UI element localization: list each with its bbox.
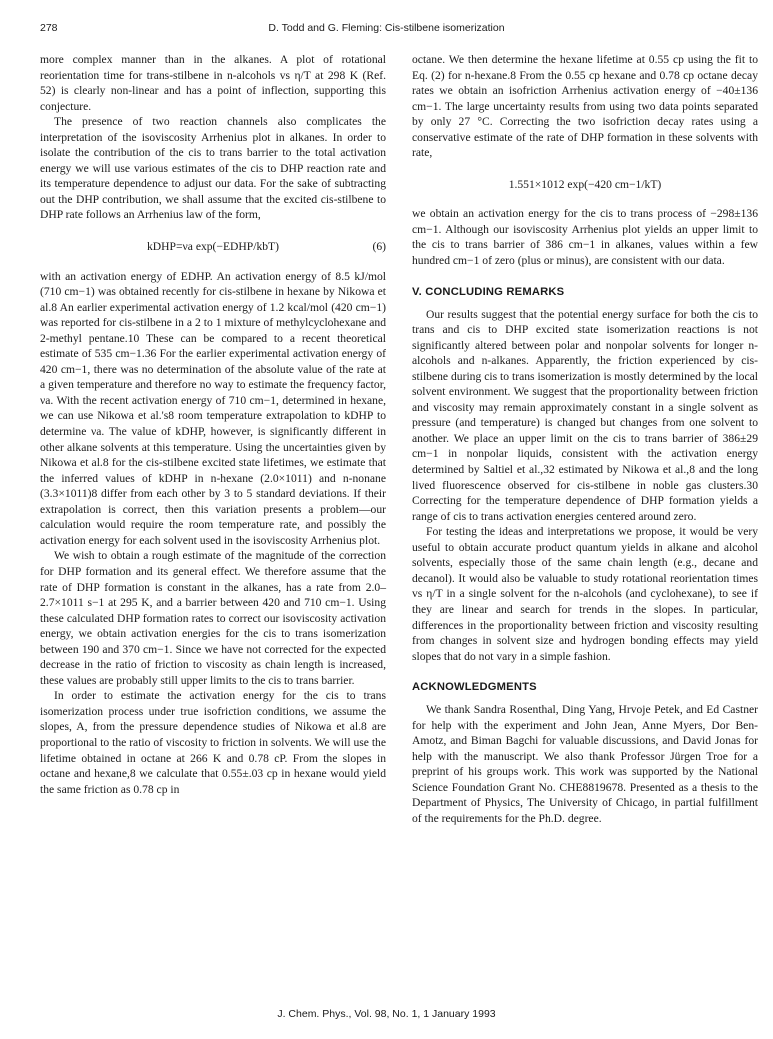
right-paragraph-1: octane. We then determine the hexane lifetime at 0.55 cp using the fit to Eq. (2) for n-hexane.8 From the 0.55 cp hexane and 0.78 cp octane decay rates we obtain an isofriction Arrhenius activation energy of −40±136 cm−1. The large uncertainty results from using two data points separated by only 27 °C. Correcting the two isofriction decay rates using a conservative estimate of the rate of DHP formation in these solvents with rate, — [412, 53, 758, 160]
right-paragraph-4: For testing the ideas and interpretations we propose, it would be very useful to obtain accurate product quantum yields in alkane and alcohol solvents, especially those of the same chain length (e.g., decane and decanol). It would also be valuable to study rotational reorientation times vs η/T in a single solvent for the n-alcohols (and cyclohexane), to see if they are linear and search for trends in the slopes. In particular, differences in the proportionality between friction and viscosity resulting from changes in solvent size and hydrogen bonding effects may yield slopes that do not vary in a simple fashion. — [412, 525, 758, 663]
left-paragraph-5: In order to estimate the activation energy for the cis to trans isomerization process under true isofriction conditions, we assume the slopes, A, from the pressure dependence studies of Nikowa et al.8 are proportional to the ratio of viscosity to friction in solvents. We will use the lifetime obtained in octane at 266 K and 0.78 cP. From the slopes in octane and hexane,8 we calculate that 0.55±.03 cp in hexane would yield the same friction as 0.78 cp in — [40, 689, 386, 796]
section-heading-acknowledgments: ACKNOWLEDGMENTS — [412, 681, 537, 694]
right-paragraph-3: Our results suggest that the potential energy surface for both the cis to trans and cis to DHP excited state isomerization reactions is not significantly altered between polar and nonpolar solvents for longer n-alcohols and n-alkanes. Apparently, the friction experienced by cis-stilbene during cis to trans isomerization is mostly determined by the local solvent environment. We suggest that the proportionality between friction and viscosity may remain approximately constant in a single solvent as pressure (and temperature) is changed but changes from one solvent to another. We place an upper limit on the cis to trans barrier of 386±29 cm−1 in nonpolar liquids, consistent with the activation energy determined by Saltiel et al.,32 estimated by Nikowa et al.,8 and the long lived fluorescence observed for cis-stilbene in noble gas clusters.30 Correcting for the temperature dependence of DHP formation yields a range of cis to trans activation energies centered around zero. — [412, 307, 758, 523]
equation-6 — [40, 239, 386, 255]
dhp-rate-equation-body: 1.551×1012 exp(−420 cm−1/kT) — [508, 177, 662, 191]
left-paragraph-3: with an activation energy of EDHP. An activation energy of 8.5 kJ/mol (710 cm−1) was obtained recently for cis-stilbene in hexane by Nikowa et al.8 An earlier experimental activation energy of 1.2 kcal/mol (420 cm−1) was reported for cis-stilbene in a 2 to 1 mixture of methylcyclohexane and 2-methyl pentane.10 These can be compared to a recent theoretical estimate of 535 cm−1.36 For the earlier experimental activation energy of 420 cm−1, there was no determination of the absolute value of the rate at a given temperature and therefore no way to estimate the frequency factor, νa. With the recent activation energy of 710 cm−1, determined in hexane, we can use Nikowa et al.'s8 room temperature extrapolation to kDHP to determine νa. The value of kDHP, however, is significantly different in other alkane solvents at this temperature. Using the uncertainties given by Nikowa et al.8 for the cis-stilbene excited state lifetimes, we estimate that the inferred values of kDHP in n-hexane (2.0×1011) and n-nonane (3.3×1011)8 differ from each other by 3 to 5 standard deviations. If their extrapolation is correct, then this variation presents a problem—our calculation would require the room temperature rate, and possibly the activation energy for each solvent used in the isoviscosity Arrhenius plot. — [40, 269, 386, 547]
page-number: 278 — [40, 22, 58, 34]
right-paragraph-5: We thank Sandra Rosenthal, Ding Yang, Hrvoje Petek, and Ed Castner for help with the experiment and John Jean, Anne Myers, Dor Ben-Amotz, and Biman Bagchi for valuable discussions, and David Jonas for help with the manuscript. We also thank Professor Jürgen Troe for a preprint of his groups work. This work was supported by the National Science Foundation Grant No. CHE8819678. Presented as a thesis to the Department of Physics, The University of Chicago, in partial fulfillment of the requirements for the Ph.D. degree. — [412, 703, 758, 825]
dhp-rate-equation — [412, 177, 758, 193]
running-header — [40, 22, 733, 38]
left-paragraph-1: more complex manner than in the alkanes. A plot of rotational reorientation time for trans-stilbene in n-alcohols vs η/T at 298 K (Ref. 52) is clearly non-linear and has a point of inflection, supporting this conjecture. — [40, 53, 386, 113]
left-paragraph-4: We wish to obtain a rough estimate of the magnitude of the correction for DHP formation and its general effect. We therefore assume that the rate of DHP formation is constant in the alkanes, has a rate from 2.0–2.7×1011 s−1 at 295 K, and a barrier between 420 and 710 cm−1. Using these calculated DHP formation rates to correct our isoviscosity activation energy, we obtain activation energies for the cis to trans isomerization between 190 and 370 cm−1. Since we have not corrected for the expected decrease in the ratio of friction to viscosity as chain length is increased, these values are probably still upper limits to the cis to trans barrier. — [40, 549, 386, 687]
running-title: D. Todd and G. Fleming: Cis-stilbene isomerization — [268, 22, 505, 34]
left-column — [40, 52, 386, 797]
left-paragraph-2: The presence of two reaction channels also complicates the interpretation of the isoviscosity Arrhenius plot in alkanes. In order to isolate the contribution of the cis to trans barrier to the total activation energy we will use various estimates of the cis to DHP reaction rate and its temperature dependence to adjust our data. For the sake of subtracting out the DHP contribution, we shall assume that the excited cis-stilbene to DHP rate follows an Arrhenius law of the form, — [40, 115, 386, 222]
equation-6-body: kDHP=νa exp(−EDHP/kbT) — [147, 240, 279, 254]
right-paragraph-2: we obtain an activation energy for the cis to trans process of −298±136 cm−1. Although our isoviscosity Arrhenius plot yields an upper limit to the cis to trans barrier of 386 cm−1 in alkanes, values within a few hundred cm−1 of zero (plus or minus), are consistent with our data. — [412, 207, 758, 268]
section-heading-concluding-remarks: V. CONCLUDING REMARKS — [412, 285, 565, 298]
right-column — [412, 52, 758, 827]
journal-footer: J. Chem. Phys., Vol. 98, No. 1, 1 January 1993 — [277, 1008, 496, 1020]
equation-6-number: (6) — [372, 240, 386, 254]
